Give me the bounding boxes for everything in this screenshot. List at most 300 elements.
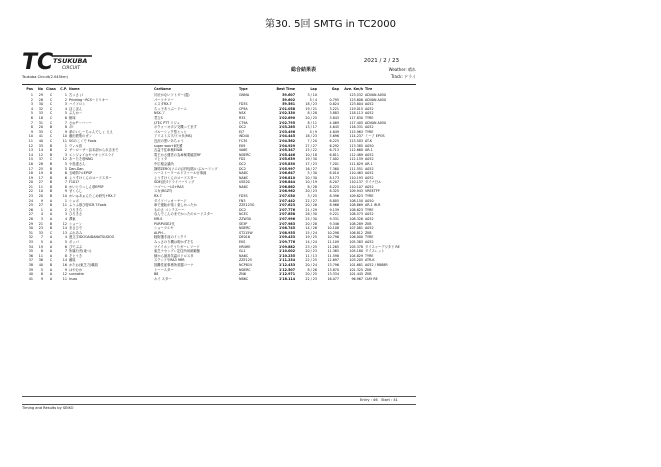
cell-name: 小島達さん	[69, 161, 86, 166]
cell-car-name: 吉益千住車検EVAB	[154, 148, 183, 153]
cell-class: B	[49, 161, 53, 166]
cell-cp: 11	[62, 276, 67, 281]
cell-cp: 1	[64, 143, 67, 148]
cell-no: 3	[40, 217, 43, 222]
cell-gap: 4.849	[329, 129, 339, 134]
cell-type: FN3	[239, 198, 246, 203]
cell-lap: 25 / 30	[305, 217, 317, 222]
cell-pos: 7	[30, 120, 33, 125]
cell-no: 5	[40, 267, 43, 272]
cell-lap: 3 / 25	[307, 194, 317, 199]
cell-class: C	[49, 106, 53, 111]
cell-tire: A050	[365, 198, 374, 203]
cell-tire: ADVAN A050	[365, 93, 387, 97]
cell-ave-speed: 108.326	[349, 217, 363, 222]
cell-ave-speed: 106.000	[349, 235, 363, 240]
cell-ave-speed: 101.681	[349, 262, 363, 267]
cell-car-name: J-TEC PTT リジェ	[154, 120, 181, 125]
cell-best-time: 1'12.971	[278, 272, 295, 277]
cell-ave-speed: 113.503	[349, 138, 363, 143]
cell-name: エンジョイ◎ヤマキングエライ	[69, 152, 115, 157]
cell-name: ポッパ	[69, 240, 79, 244]
cell-car-name: ツイイホンでうりガーレリード	[154, 244, 200, 249]
cell-tire: ATR-K	[365, 258, 375, 263]
cell-car-name: super wax+β先輩	[154, 143, 183, 148]
cell-class: B	[49, 171, 53, 176]
cell-car-name: 電王かさ運営の為車検要確認RF	[154, 152, 202, 157]
cell-best-time: 1'04.562	[278, 138, 295, 143]
cell-ave-speed: 105.378	[349, 244, 363, 249]
column-header-pos: Pos	[26, 87, 33, 92]
cell-tire: ミーア EPOS	[365, 134, 385, 139]
cell-pos: 31	[28, 230, 33, 235]
cell-best-time: 1'10.002	[278, 249, 295, 254]
cell-pos: 32	[28, 235, 33, 240]
cell-car-name: 近況の黒いあちゃう	[154, 138, 184, 143]
cell-tire: A052	[365, 157, 374, 162]
cell-car-name: ゴルーシック型とっと	[154, 129, 187, 134]
cell-pos: 14	[28, 152, 33, 157]
cell-tire: ZIIB	[365, 221, 372, 226]
cell-lap: 15 / 22	[305, 148, 317, 153]
cell-cp: 2	[64, 148, 67, 153]
cell-tire: ZIIB	[365, 272, 372, 277]
cell-tire: A052	[365, 226, 374, 231]
cell-lap: 5 / 4	[309, 97, 317, 102]
cell-pos: 34	[28, 244, 33, 249]
cell-ave-speed: 112.660	[349, 148, 363, 153]
cell-name: 飯塚	[69, 115, 76, 120]
cell-best-time: 1'03.496	[278, 129, 295, 134]
cell-pos: 27	[28, 212, 33, 217]
cell-pos: 24	[28, 198, 33, 203]
cell-tire: ダイスレット	[365, 249, 385, 254]
cell-pos: 41	[28, 276, 33, 281]
cell-best-time: 1'12.433	[278, 262, 295, 267]
cell-lap: 20 / 30	[305, 175, 317, 180]
cell-lap: 5 / 30	[307, 171, 317, 176]
cell-pos: 6	[30, 115, 33, 120]
cell-type: NA8C	[239, 184, 249, 189]
cell-gap: 8.225	[329, 184, 339, 189]
cell-class: A	[49, 207, 53, 212]
weather-info: Weather: 晴れ	[388, 67, 416, 72]
cell-class: A	[49, 267, 53, 272]
cell-type: R35	[239, 115, 246, 120]
cell-name: 澤東	[69, 217, 76, 222]
cell-tire: TYRE	[365, 253, 374, 258]
cell-pos: 28	[28, 217, 33, 222]
cell-no: 40	[38, 262, 43, 267]
cell-class: B	[49, 166, 53, 171]
cell-gap: 13.796	[327, 262, 339, 267]
cell-tire: A052	[365, 152, 374, 157]
cell-gap: 8.396	[329, 194, 339, 199]
cell-best-time: 1'08.745	[278, 226, 295, 231]
cell-ave-speed: 119.015	[349, 106, 363, 111]
cell-ave-speed: 116.331	[349, 125, 363, 130]
cell-cp: 12	[62, 157, 67, 162]
cell-name: 藤原	[69, 258, 76, 263]
column-header-class: Class	[46, 87, 56, 92]
cell-no: 19	[38, 244, 43, 249]
results-table	[22, 86, 416, 281]
cell-ave-speed: 111.551	[349, 166, 363, 171]
cell-class: B	[49, 148, 53, 153]
cell-gap: 13.870	[327, 267, 339, 272]
cell-ave-speed: 108.150	[349, 198, 363, 203]
cell-cp: 1	[64, 93, 67, 97]
cell-gap: 7.360	[329, 166, 339, 171]
cell-type: FD3S	[239, 194, 248, 199]
cell-no: 41	[38, 134, 43, 139]
cell-lap: 4 / 9	[309, 129, 317, 134]
cell-class: B	[49, 226, 53, 231]
cell-type: CT9A	[239, 120, 248, 125]
cell-gap: 3.883	[329, 111, 339, 116]
cell-class: A	[49, 244, 53, 249]
cell-best-time: 1'05.347	[278, 148, 295, 153]
cell-class: A	[49, 212, 53, 217]
cell-no: 11	[38, 184, 43, 189]
cell-cp: 7	[64, 249, 67, 254]
cell-lap: 22 / 27	[305, 198, 317, 203]
cell-no: 20	[38, 194, 43, 199]
cell-tire: TYRE	[365, 115, 374, 120]
cell-tire: ZIIB	[365, 267, 372, 272]
cell-car-name: 軽街選手前のインクリ	[154, 235, 187, 240]
cell-name: ハイドロン	[69, 102, 86, 107]
cell-ave-speed: 117.405	[349, 120, 363, 125]
cell-name: sunnakie	[69, 272, 84, 277]
cell-best-time: 1'07.858	[278, 212, 295, 217]
column-header-name: Name	[69, 87, 80, 92]
cell-type: SE3P	[239, 221, 248, 226]
cell-best-time: 1'06.647	[278, 171, 295, 176]
cell-tire: A052	[365, 240, 374, 244]
cell-pos: 29	[28, 221, 33, 226]
cell-cp: 9	[64, 189, 67, 194]
cell-class: A	[49, 272, 53, 277]
cell-car-name: 川尻かないソトダー(菱)	[154, 93, 190, 97]
cell-pos: 37	[28, 258, 33, 263]
cell-gap: 9.346	[329, 221, 339, 226]
cell-pos: 9	[30, 129, 33, 134]
cell-type: EK9	[239, 143, 246, 148]
cell-type: ST215W	[239, 230, 253, 235]
cell-tire: A052	[365, 175, 374, 180]
cell-ave-speed: 115.963	[349, 129, 363, 134]
cell-car-name: ようすけくんのロードスター	[154, 175, 197, 180]
cell-no: 9	[40, 198, 43, 203]
cell-lap: 18 / 23	[305, 134, 317, 139]
cell-no: 33	[38, 111, 43, 116]
cell-best-time: 1'09.882	[278, 244, 295, 249]
cell-ave-speed: 112.159	[349, 157, 363, 162]
cell-ave-speed: 101.325	[349, 267, 363, 272]
cell-car-name: ものさ コンテスーー	[154, 207, 185, 212]
cell-pos: 3	[30, 102, 33, 107]
cell-tire: TYRE	[365, 207, 374, 212]
cell-car-name: ちっ子あうぶ〜ドーニ	[154, 106, 187, 111]
cell-gap: 11.109	[327, 240, 339, 244]
cell-ave-speed: 111.829	[349, 161, 363, 166]
cell-no: 6	[40, 272, 43, 277]
circuit-caption: Tsukuba Circuit(2.045km)	[22, 75, 68, 79]
cell-no: 31	[38, 120, 43, 125]
cell-name: Pricelog〜RCS〜ドリキー	[69, 97, 109, 102]
cell-cp: 4	[64, 106, 67, 111]
cell-ave-speed: 103.205	[349, 258, 363, 263]
cell-lap: 19 / 21	[305, 106, 317, 111]
cell-lap: 3 / 10	[307, 93, 317, 97]
cell-gap: 4.069	[329, 120, 339, 125]
cell-tire: ダイスゥーデジタド RE	[365, 244, 400, 249]
cell-type: USE20	[239, 180, 250, 185]
cell-class: B	[49, 221, 53, 226]
cell-lap: 10 / 18	[305, 152, 317, 157]
cell-no: 30	[38, 102, 43, 107]
cell-no: 28	[38, 161, 43, 166]
cell-pos: 25	[28, 203, 33, 208]
cell-cp: 11	[62, 203, 67, 208]
cell-tire: AR-1	[365, 161, 373, 166]
cell-gap: 8.173	[329, 175, 339, 180]
cell-tire: AR-1 IR-R	[365, 203, 381, 208]
cell-tire: A052	[365, 102, 374, 107]
cell-name: 玉崎防?ルEPSP	[69, 171, 93, 176]
cell-type: DC2	[239, 125, 246, 130]
cell-tire: ZIIB	[365, 230, 372, 235]
cell-no: 27	[38, 203, 43, 208]
cell-class: B	[49, 125, 53, 130]
cell-class: B	[49, 143, 53, 148]
cell-gap: 12.697	[327, 258, 339, 263]
cell-cp: 9	[64, 129, 67, 134]
cell-type: NSX	[239, 111, 246, 116]
cell-class: C	[49, 97, 53, 102]
cell-pos: 21	[28, 184, 33, 189]
cell-pos: 1	[30, 93, 33, 97]
cell-lap: 20 / 24	[305, 262, 317, 267]
cell-car-name: SDE(訳)?ドライバーリング	[154, 180, 195, 185]
footer-divider-bottom	[22, 404, 416, 405]
cell-pos: 39	[28, 267, 33, 272]
cell-name: ウィル鳥	[69, 143, 82, 148]
cell-best-time: 1'10.235	[278, 253, 295, 258]
cell-no: 36	[38, 258, 43, 263]
cell-lap: 10 / 19	[305, 180, 317, 185]
cell-name: 古っさぅ!	[69, 93, 84, 97]
cell-class: C	[49, 93, 53, 97]
cell-type: NDERC	[239, 226, 251, 231]
cell-gap: 16.077	[327, 276, 339, 281]
column-header-no: No	[37, 87, 43, 92]
cell-pos: 23	[28, 194, 33, 199]
cell-name: F101?	[69, 180, 79, 185]
cell-name: ぷれあみ	[69, 230, 83, 235]
cell-gap: 6.225	[329, 138, 339, 143]
cell-type: ZZW30	[239, 217, 251, 222]
cell-cp: 4	[64, 235, 67, 240]
cell-ave-speed: 108.869	[349, 203, 363, 208]
cell-tire: TYRE	[365, 129, 374, 134]
cell-pos: 5	[30, 111, 33, 116]
cell-ave-speed: 106.812	[349, 230, 363, 235]
cell-gap: 11.365	[327, 249, 339, 254]
cell-ave-speed: 101.445	[349, 272, 363, 277]
cell-lap: 20 / 25	[305, 272, 317, 277]
cell-no: 21	[38, 221, 43, 226]
cell-name: Iruzo	[69, 276, 78, 281]
cell-pos: 13	[28, 148, 33, 153]
cell-cp: 13	[62, 230, 67, 235]
cell-pos: 8	[30, 125, 33, 130]
cell-name: ポ!	[69, 125, 74, 130]
cell-cp: 12	[62, 272, 67, 277]
cell-type: WD40	[239, 134, 249, 139]
cell-no: 7	[40, 235, 43, 240]
cell-name: ザ〜ロ〜ザ〜誌本部から永吉まで	[69, 148, 119, 153]
cell-type: ZN6	[239, 272, 246, 277]
cell-cp: 8	[64, 253, 67, 258]
cell-car-name: B8	[154, 272, 159, 277]
cell-no: 8	[40, 249, 43, 254]
cell-gap: 4.645	[329, 125, 339, 130]
cell-lap: 20 / 28	[305, 221, 317, 226]
cell-type: EKS	[239, 240, 246, 244]
cell-name: 藤田教集のガン	[69, 134, 93, 139]
cell-name: 命のいしーちゃんでしょ ええ	[69, 129, 113, 134]
cell-class: B	[49, 184, 53, 189]
cell-name: ぴでぶぶ	[69, 244, 83, 249]
cell-class: A	[49, 253, 53, 258]
column-header-car-name: CarName	[154, 87, 171, 92]
cell-car-name: トーースター	[154, 267, 174, 272]
cell-type: CP9A	[239, 106, 248, 111]
cell-type: ZZE125	[239, 258, 252, 263]
cell-lap: 14 / 24	[305, 240, 317, 244]
cell-car-name: ショーツエヤ	[154, 226, 174, 231]
cell-no: 23	[38, 226, 43, 231]
cell-lap: 16 / 27	[305, 166, 317, 171]
svg-text:TC: TC	[22, 50, 54, 72]
cell-gap: 5.696	[329, 134, 339, 139]
cell-type: NA6C	[239, 175, 249, 180]
cell-best-time: 1'01.058	[278, 106, 295, 111]
cell-gap: 11.265	[327, 244, 339, 249]
cell-no: 1	[40, 207, 43, 212]
cell-type: GL1	[239, 249, 246, 254]
cell-class: B	[49, 189, 53, 194]
cell-car-name: 車で運転が楽く楽しかったか	[154, 203, 197, 208]
cell-best-time: 1'07.983	[278, 221, 295, 226]
cell-ave-speed: 109.823	[349, 194, 363, 199]
report-date: 2021 / 2 / 23	[363, 58, 399, 64]
cell-no: 11	[38, 253, 43, 258]
cell-lap: 28 / 30	[305, 212, 317, 217]
cell-name: 進文字IDOOAIDANATSUDOO	[69, 235, 115, 240]
cell-cp: 8	[64, 184, 67, 189]
cell-name: はやむか	[69, 267, 83, 272]
cell-best-time: 1'05.997	[278, 166, 295, 171]
cell-best-time: 1'07.030	[278, 194, 295, 199]
cell-class: B	[49, 262, 53, 267]
cell-name: ひろきち	[69, 207, 83, 212]
cell-tire: A052 / R888R	[365, 262, 388, 267]
cell-best-time: 1'06.862	[278, 184, 295, 189]
cell-tire: A052	[365, 106, 374, 111]
column-header-best-time: Best Time	[276, 87, 295, 92]
cell-cp: 5	[64, 161, 67, 166]
cell-best-time: 1'06.844	[278, 180, 295, 185]
cell-pos: 17	[28, 166, 33, 171]
cell-cp: 5	[64, 166, 67, 171]
cell-cp: 14	[62, 226, 67, 231]
table-header-row	[22, 86, 416, 93]
cell-cp: 14	[62, 258, 67, 263]
cell-type: NDERC	[239, 267, 251, 272]
cell-class: C	[49, 230, 53, 235]
cell-name: ぼこぼん	[69, 106, 83, 111]
column-header-tire: Tire	[365, 87, 373, 92]
cell-type: EJ7	[239, 129, 245, 134]
cell-best-time: 1'03.285	[278, 125, 295, 130]
cell-class: B	[49, 203, 53, 208]
timing-credit: Timing and Results by SEIKO	[22, 406, 74, 410]
cell-name: かいとりっしん@EPSP	[69, 184, 104, 189]
cell-lap: 23 / 25	[305, 244, 317, 249]
cell-car-name: ALPH...	[154, 230, 166, 235]
cell-lap: 14 / 26	[305, 226, 317, 231]
cell-class: C	[49, 129, 53, 134]
cell-tire: TYRE	[365, 235, 374, 240]
cell-best-time: 59.607	[282, 93, 295, 97]
cell-class: A	[49, 198, 53, 203]
cell-type: NA6C	[239, 253, 249, 258]
cell-cp: 12	[62, 221, 67, 226]
cell-name: ひろきさ	[69, 212, 83, 217]
cell-no: 9	[40, 276, 43, 281]
cell-name: さ◎ヂ〜ハ〜ー	[69, 120, 92, 125]
cell-class: B	[49, 180, 53, 185]
cell-best-time: 1'09.433	[278, 235, 295, 240]
cell-cp: 6	[64, 115, 67, 120]
cell-lap: 8 / 11	[307, 120, 317, 125]
cell-best-time: 1'04.445	[278, 134, 295, 139]
cell-lap: 13 / 17	[305, 125, 317, 130]
cell-best-time: 59.561	[282, 102, 295, 107]
cell-no: 29	[38, 93, 43, 97]
cell-pos: 22	[28, 189, 33, 194]
cell-cp: 11	[62, 138, 67, 143]
cell-ave-speed: 96.967	[351, 276, 363, 281]
cell-ave-speed: 110.193	[349, 175, 363, 180]
cell-tire: A052	[365, 184, 374, 189]
cell-best-time: 1'05.830	[278, 161, 295, 166]
cell-no: 27	[38, 180, 43, 185]
start-count: Start : 41	[381, 398, 398, 402]
cell-ave-speed: 114.237	[349, 134, 363, 139]
cell-ave-speed: 108.289	[349, 221, 363, 226]
cell-ave-speed: 113.385	[349, 143, 363, 148]
cell-car-name: 線から最高気温のドロスタ	[154, 253, 194, 258]
cell-lap: 21 / 29	[305, 207, 317, 212]
cell-gap: 6.713	[329, 148, 339, 153]
results-body	[22, 93, 416, 281]
cell-cp: 7	[64, 180, 67, 185]
cell-pos: 38	[28, 262, 33, 267]
